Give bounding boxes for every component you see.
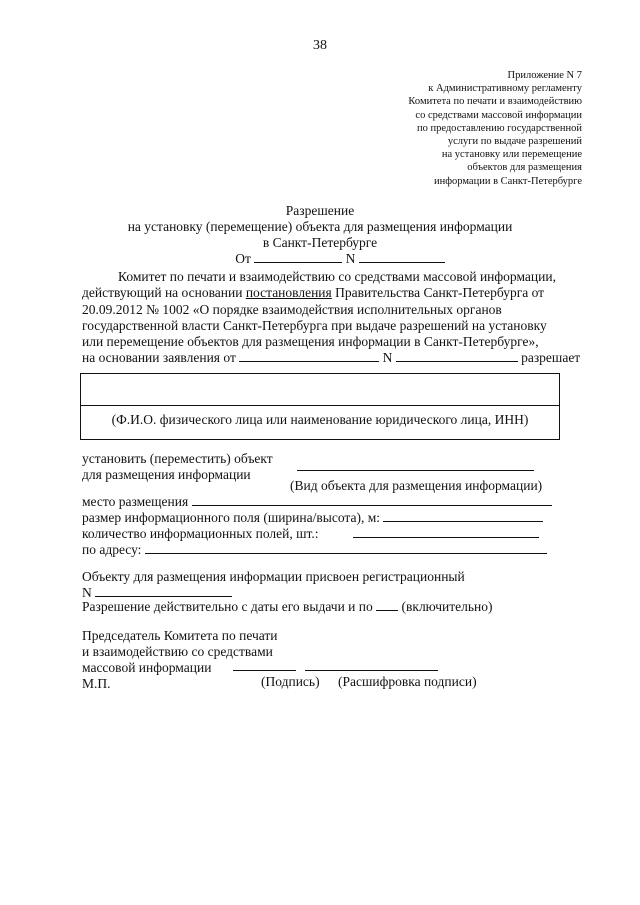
appendix-line: объектов для размещения	[467, 162, 582, 174]
application-number-blank	[396, 350, 518, 362]
applicant-box-divider	[81, 405, 559, 406]
count-field	[82, 526, 539, 542]
application-number-label: N	[382, 350, 393, 365]
validity-field	[82, 599, 493, 615]
body-line-3: 20.09.2012 № 1002 «О порядке взаимодействия исполнительных органов	[82, 302, 502, 317]
place-field	[82, 494, 552, 510]
applicant-caption: (Ф.И.О. физического лица или наименование юридического лица, ИНН)	[111, 412, 529, 427]
body-line-5: или перемещение объектов для размещения информации в Санкт-Петербурге»,	[82, 334, 539, 349]
signer-line-1: Председатель Комитета по печати	[82, 628, 278, 643]
page-number: 38	[313, 38, 327, 53]
signature-decode-blank	[305, 670, 438, 671]
decree-link[interactable]: постановления	[245, 285, 332, 300]
body-line-2-tail: Правительства Санкт-Петербурга от	[331, 285, 545, 300]
appendix-line: со средствами массовой информации	[415, 109, 582, 121]
appendix-line: по предоставлению государственной	[416, 122, 582, 134]
title-line-1: Разрешение	[285, 203, 355, 218]
validity-date-blank	[376, 599, 398, 611]
count-blank	[353, 526, 539, 538]
title-line-3: в Санкт-Петербурге	[262, 235, 378, 250]
body-line-6	[82, 350, 580, 366]
size-label: размер информационного поля (ширина/высота), м:	[82, 510, 380, 525]
body-line-4: государственной власти Санкт-Петербурга при выдаче разрешений на установку	[82, 318, 547, 333]
seal-label: М.П.	[82, 676, 111, 691]
size-blank	[383, 510, 543, 522]
decode-caption: (Расшифровка подписи)	[338, 674, 477, 689]
applicant-box	[80, 373, 560, 440]
body-line-2-text: действующий на основании	[82, 285, 246, 300]
place-blank	[192, 494, 552, 506]
signer-line-3: массовой информации	[82, 660, 212, 675]
appendix-line: информации в Санкт-Петербурге	[433, 175, 582, 187]
appendix-line: услуги по выдаче разрешений	[447, 136, 582, 148]
application-date-blank	[239, 350, 379, 362]
signature-blank	[233, 670, 296, 671]
registration-line: Объекту для размещения информации присвоен регистрационный	[82, 569, 465, 584]
appendix-line: на установку или перемещение	[441, 149, 582, 161]
document-title	[0, 203, 640, 267]
address-label: по адресу:	[82, 542, 142, 557]
appendix-line: к Административному регламенту	[428, 83, 582, 95]
validity-suffix: (включительно)	[401, 599, 493, 614]
install-line-1: установить (переместить) объект	[82, 451, 273, 466]
address-field	[82, 542, 547, 558]
appendix-line: Приложение N 7	[507, 70, 582, 81]
object-type-blank	[297, 470, 534, 471]
signer-line-2: и взаимодействию со средствами	[82, 644, 273, 659]
from-label: От	[235, 251, 251, 266]
appendix-header	[342, 69, 582, 188]
permits-label: разрешает	[521, 350, 581, 365]
date-number-row	[40, 251, 640, 267]
address-blank	[145, 542, 547, 554]
registration-n-label: N	[82, 585, 92, 600]
title-line-2: на установку (перемещение) объекта для размещения информации	[127, 219, 513, 234]
validity-label: Разрешение действительно с даты его выдачи и по	[82, 599, 373, 614]
date-blank	[254, 251, 342, 263]
count-label: количество информационных полей, шт.:	[82, 526, 319, 541]
appendix-line: Комитета по печати и взаимодействию	[408, 96, 582, 108]
body-line-2	[82, 285, 544, 301]
install-line-2: для размещения информации	[82, 467, 251, 482]
registration-number-blank	[95, 585, 232, 597]
number-label: N	[345, 251, 356, 266]
object-type-caption: (Вид объекта для размещения информации)	[290, 478, 543, 493]
application-from-label: на основании заявления от	[82, 350, 236, 365]
signature-caption: (Подпись)	[261, 674, 320, 689]
size-field	[82, 510, 543, 526]
place-label: место размещения	[82, 494, 189, 509]
number-blank	[359, 251, 445, 263]
body-line-1: Комитет по печати и взаимодействию со средствами массовой информации,	[118, 269, 556, 284]
